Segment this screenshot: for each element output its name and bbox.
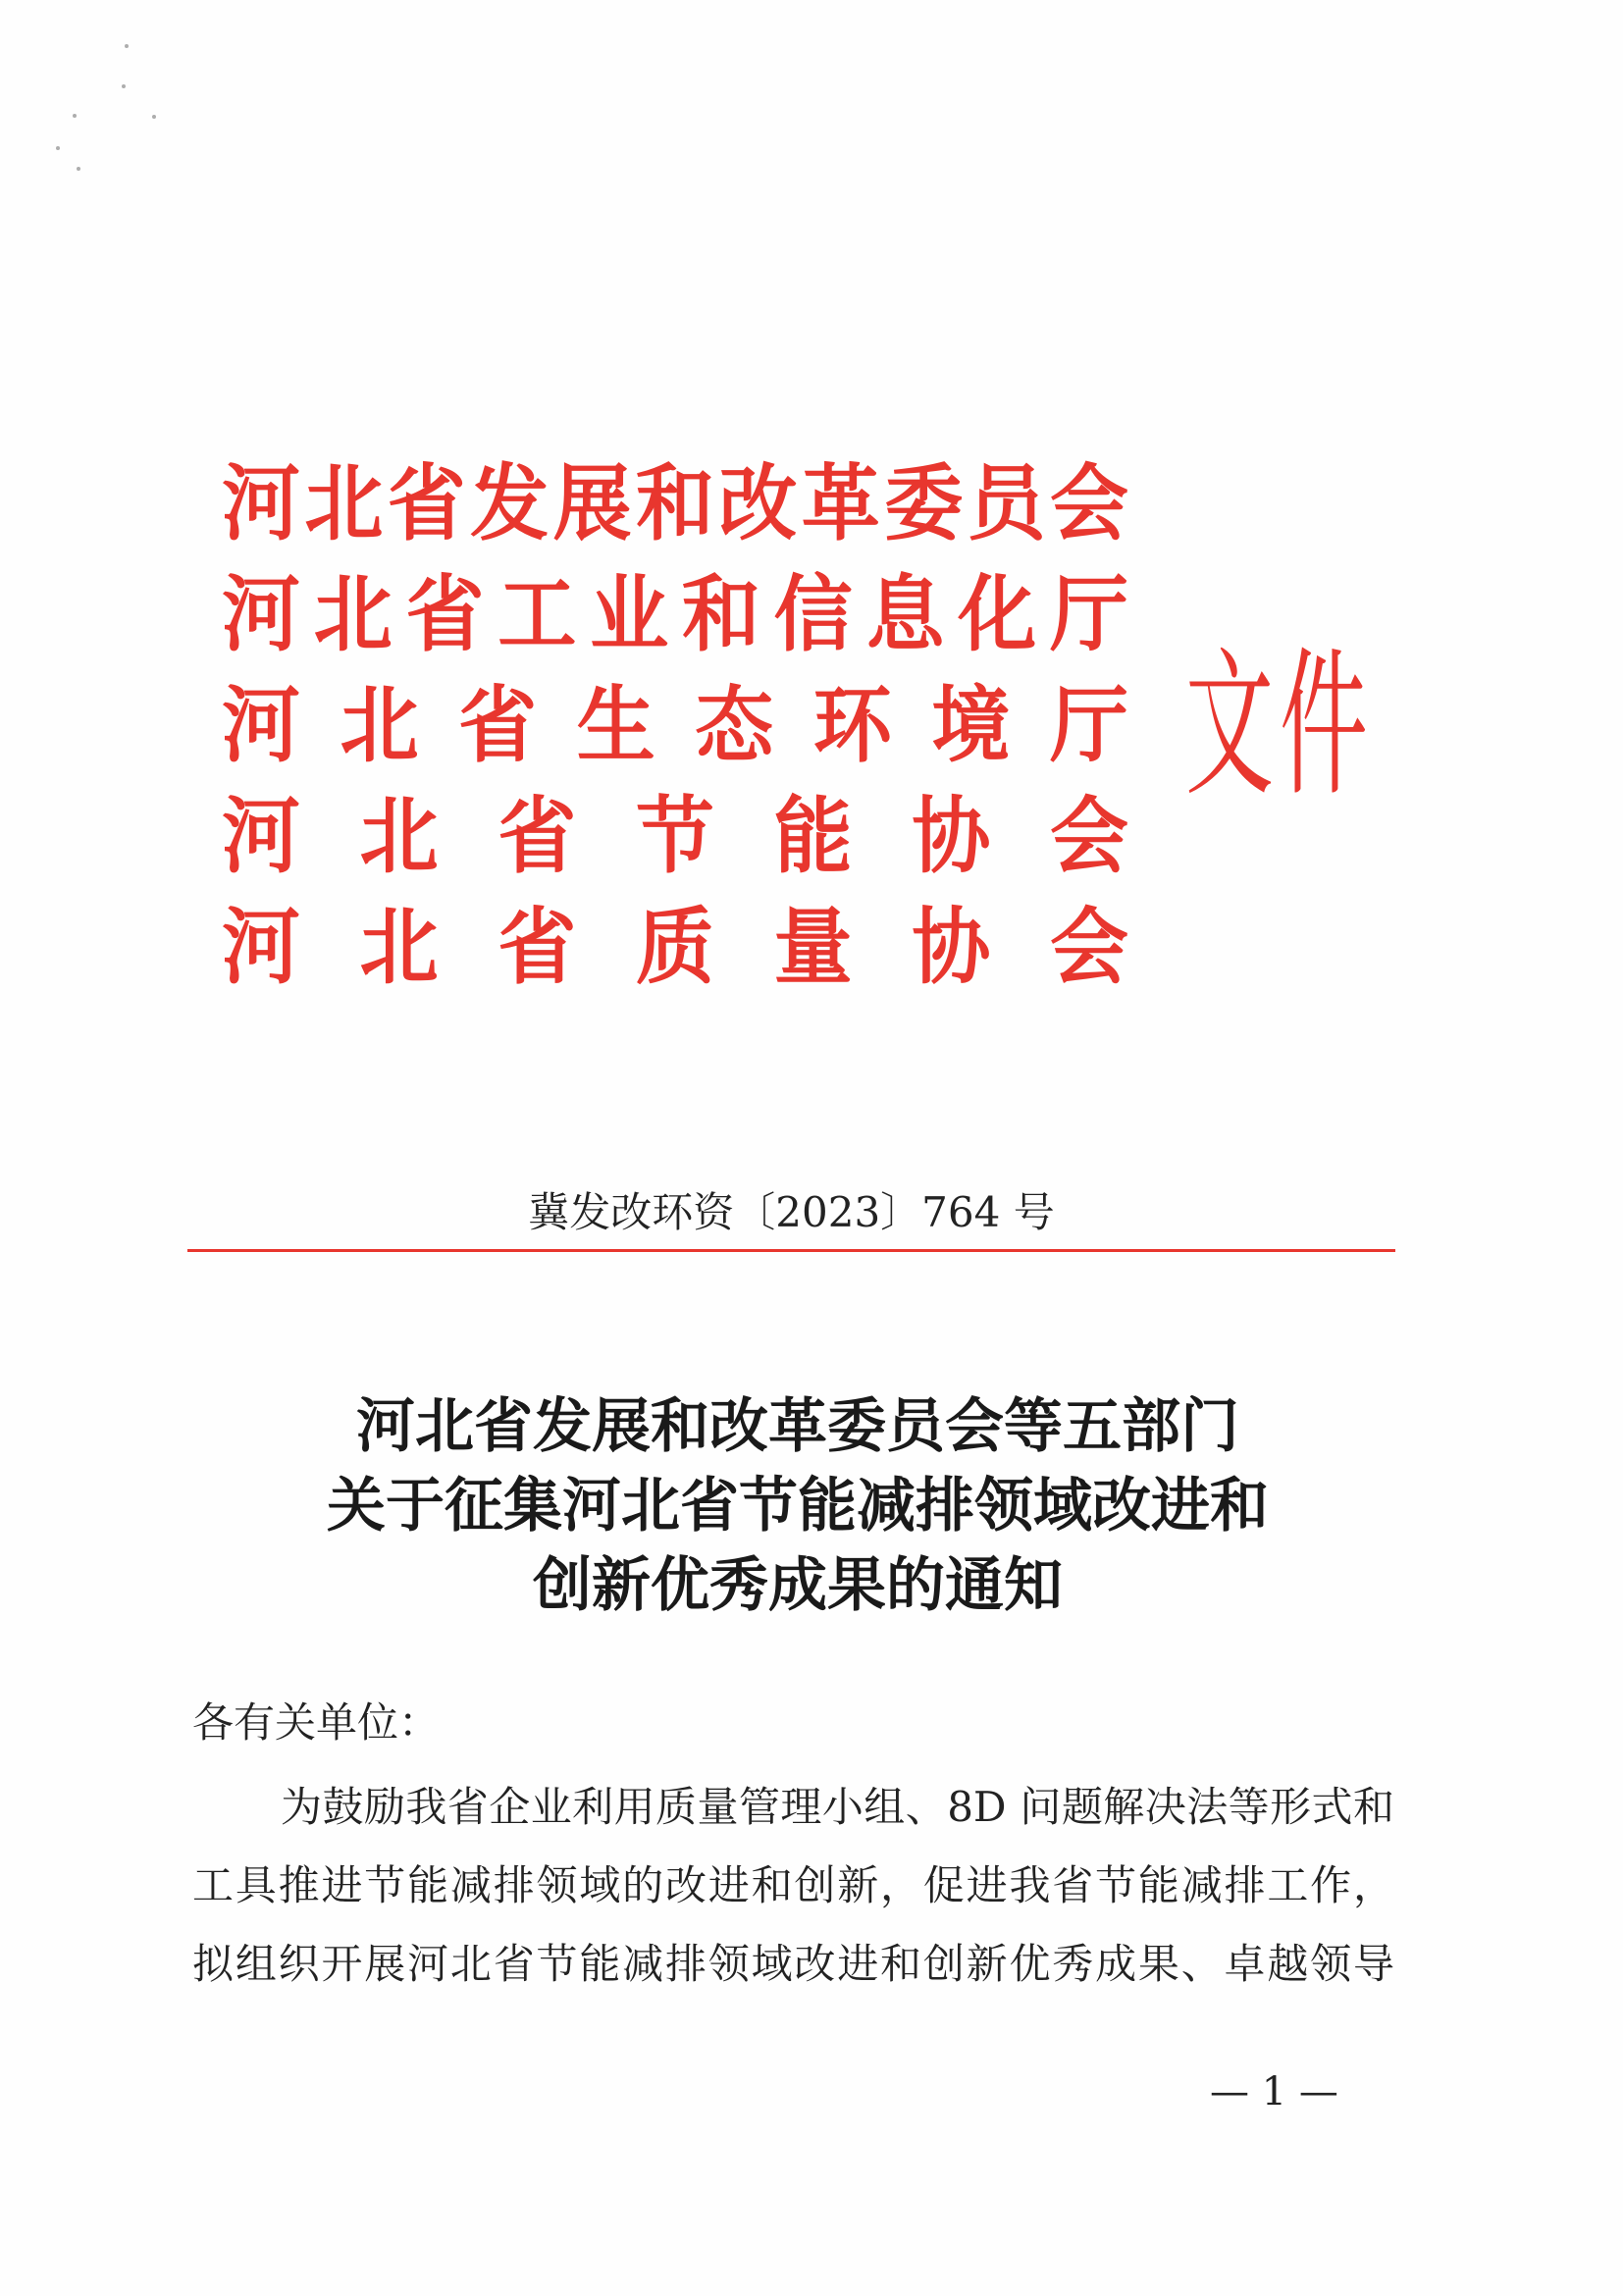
issuer-line: 河北省生态环境厅 — [222, 676, 1128, 774]
title-line: 创新优秀成果的通知 — [533, 1551, 1063, 1620]
page-number: — 1 — — [1210, 2069, 1338, 2114]
scan-speck — [152, 115, 156, 119]
scan-speck — [56, 146, 60, 150]
scan-speck — [73, 114, 77, 118]
issuing-authorities — [222, 448, 1128, 1003]
scan-speck — [125, 44, 129, 48]
issuer-line: 河北省质量协会 — [222, 898, 1128, 996]
issuer-line: 河北省节能协会 — [222, 787, 1128, 885]
scan-speck — [77, 167, 80, 171]
red-divider-rule — [187, 1249, 1395, 1252]
scan-speck — [122, 84, 126, 88]
body-line: 为鼓励我省企业利用质量管理小组、8D 问题解决法等形式和 — [281, 1783, 1394, 1831]
salutation: 各有关单位： — [192, 1698, 441, 1747]
issuer-line: 河北省发展和改革委员会 — [222, 454, 1128, 552]
document-title — [187, 1387, 1408, 1626]
title-line: 河北省发展和改革委员会等五部门 — [356, 1392, 1239, 1461]
title-line: 关于征集河北省节能减排领域改进和 — [327, 1472, 1269, 1540]
body-line: 工具推进节能减排领域的改进和创新，促进我省节能减排工作， — [192, 1861, 1394, 1909]
body-line: 拟组织开展河北省节能减排领域改进和创新优秀成果、卓越领导 — [192, 1940, 1394, 1988]
body-paragraph — [192, 1768, 1394, 2004]
document-number: 冀发改环资〔2023〕764 号 — [528, 1188, 1055, 1236]
issuer-line: 河北省工业和信息化厅 — [222, 565, 1128, 663]
document-suffix: 文件 — [1185, 633, 1368, 819]
